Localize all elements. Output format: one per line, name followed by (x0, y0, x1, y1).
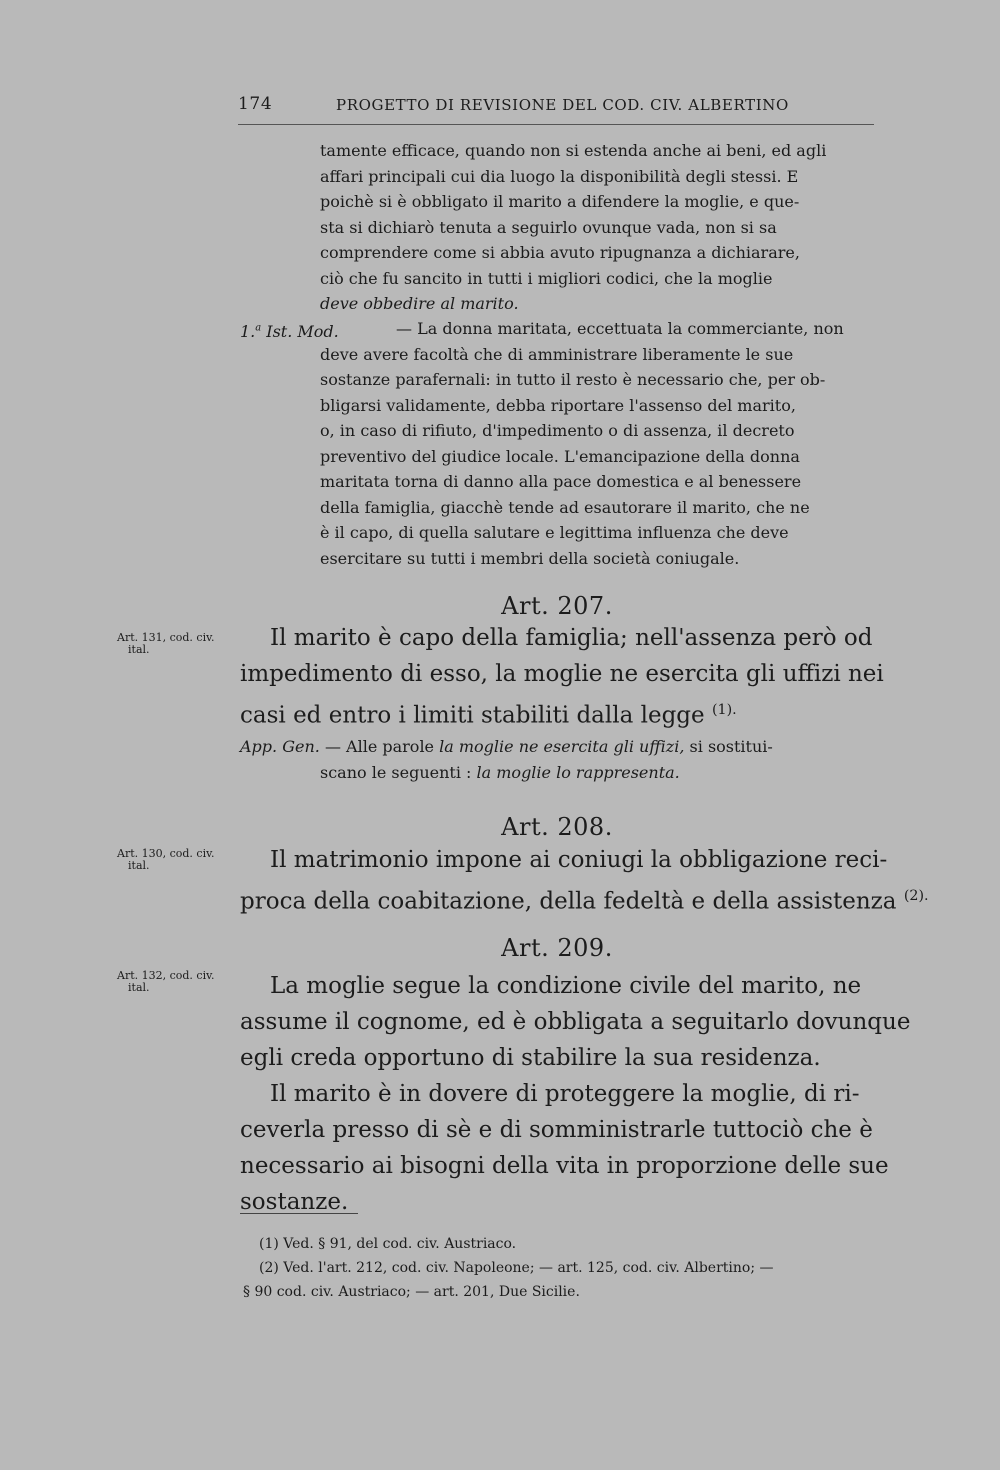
margin-note: Art. 131, cod. civ. ital. (117, 631, 215, 656)
text-line: egli creda opportuno di stabilire la sua residenza. (240, 1045, 821, 1071)
text-line: affari principali cui dia luogo la disponibilità degli stessi. E (320, 166, 799, 186)
footnote: (1) Ved. § 91, del cod. civ. Austriaco. (259, 1236, 517, 1252)
text-line: poichè si è obbligato il marito a difendere la moglie, e que- (320, 192, 800, 211)
text-line: deve avere facoltà che di amministrare liberamente le sue (320, 344, 794, 364)
footnote: § 90 cod. civ. Austriaco; — art. 201, Due Sicilie. (243, 1284, 580, 1300)
running-title: PROGETTO DI REVISIONE DEL COD. CIV. ALBERTINO (336, 96, 789, 114)
text-line: proca della coabitazione, della fedeltà e della assistenza $^{(2).}$ (240, 888, 929, 915)
text-line: sta si dichiarò tenuta a seguirlo ovunque vada, non si sa (320, 217, 777, 237)
article-heading: Art. 209. (501, 934, 613, 962)
margin-note: Art. 130, cod. civ. ital. (117, 847, 215, 872)
article-text (240, 968, 911, 1220)
text-line: assume il cognome, ed è obbligata a seguitarlo dovunque (240, 1009, 911, 1035)
text-line: preventivo del giudice locale. L'emancipazione della donna (320, 446, 800, 466)
text-line: necessario ai bisogni della vita in proporzione delle sue (240, 1153, 889, 1179)
commentary-paragraph (320, 342, 825, 572)
text-line: La moglie segue la condizione civile del marito, ne (270, 973, 862, 999)
text-line: tamente efficace, quando non si estenda anche ai beni, ed agli (320, 141, 827, 160)
text-line: maritata torna di danno alla pace domestica e al benessere (320, 472, 802, 491)
footnotes (243, 1232, 877, 1304)
text-line: bligarsi validamente, debba riportare l'assenso del marito, (320, 395, 796, 415)
text-line: della famiglia, giacchè tende ad esautorare il marito, che ne (320, 497, 810, 517)
ist-mod-label: 1.$^a$ Ist. Mod. (240, 322, 339, 342)
header-rule (238, 124, 874, 125)
article-text (240, 842, 929, 920)
text-line: ceverla presso di sè e di somministrarle tuttociò che è (240, 1117, 873, 1143)
footnote-ref: (2). (903, 888, 929, 904)
article-text (240, 620, 884, 734)
italic-phrase: deve obbedire al marito. (320, 294, 519, 313)
article-heading: Art. 208. (501, 813, 613, 841)
text-line: — La donna maritata, eccettuata la commerciante, non (396, 319, 844, 338)
text-line: Il matrimonio impone ai coniugi la obbligazione reci- (270, 847, 888, 873)
page-number: 174 (238, 94, 273, 114)
footnote-rule (240, 1213, 358, 1214)
text-line: è il capo, di quella salutare e legittima influenza che deve (320, 523, 789, 542)
text-line: ciò che fu sancito in tutti i migliori codici, che la moglie (320, 268, 773, 288)
text-line: casi ed entro i limiti stabiliti dalla legge $^{(1).}$ (240, 702, 737, 729)
text-line: sostanze. (240, 1189, 349, 1215)
running-header (238, 94, 874, 120)
text-line: Il marito è capo della famiglia; nell'assenza però od (270, 625, 873, 651)
text-line: o, in caso di rifiuto, d'impedimento o di assenza, il decreto (320, 421, 795, 440)
margin-note: Art. 132, cod. civ. ital. (117, 969, 215, 994)
text-line: impedimento di esso, la moglie ne esercita gli uffizi nei (240, 661, 884, 687)
footnote-ref: (1). (711, 702, 737, 718)
text-line: esercitare su tutti i membri della società coniugale. (320, 548, 740, 568)
text-line: Il marito è in dovere di proteggere la moglie, di ri- (270, 1081, 860, 1107)
text-line: comprendere come si abbia avuto ripugnanza a dichiarare, (320, 243, 800, 262)
text-line: sostanze parafernali: in tutto il resto è necessario che, per ob- (320, 370, 826, 389)
article-heading: Art. 207. (501, 592, 613, 620)
text-line (320, 291, 826, 317)
footnote: (2) Ved. l'art. 212, cod. civ. Napoleone; — art. 125, cod. civ. Albertino; — (259, 1260, 774, 1276)
amendment-note: App. Gen. — Alle parole la moglie ne esercita gli uffizi, si sostitui- scano le seguenti : la moglie lo rappresenta. (240, 737, 773, 782)
commentary-paragraph (320, 138, 826, 317)
